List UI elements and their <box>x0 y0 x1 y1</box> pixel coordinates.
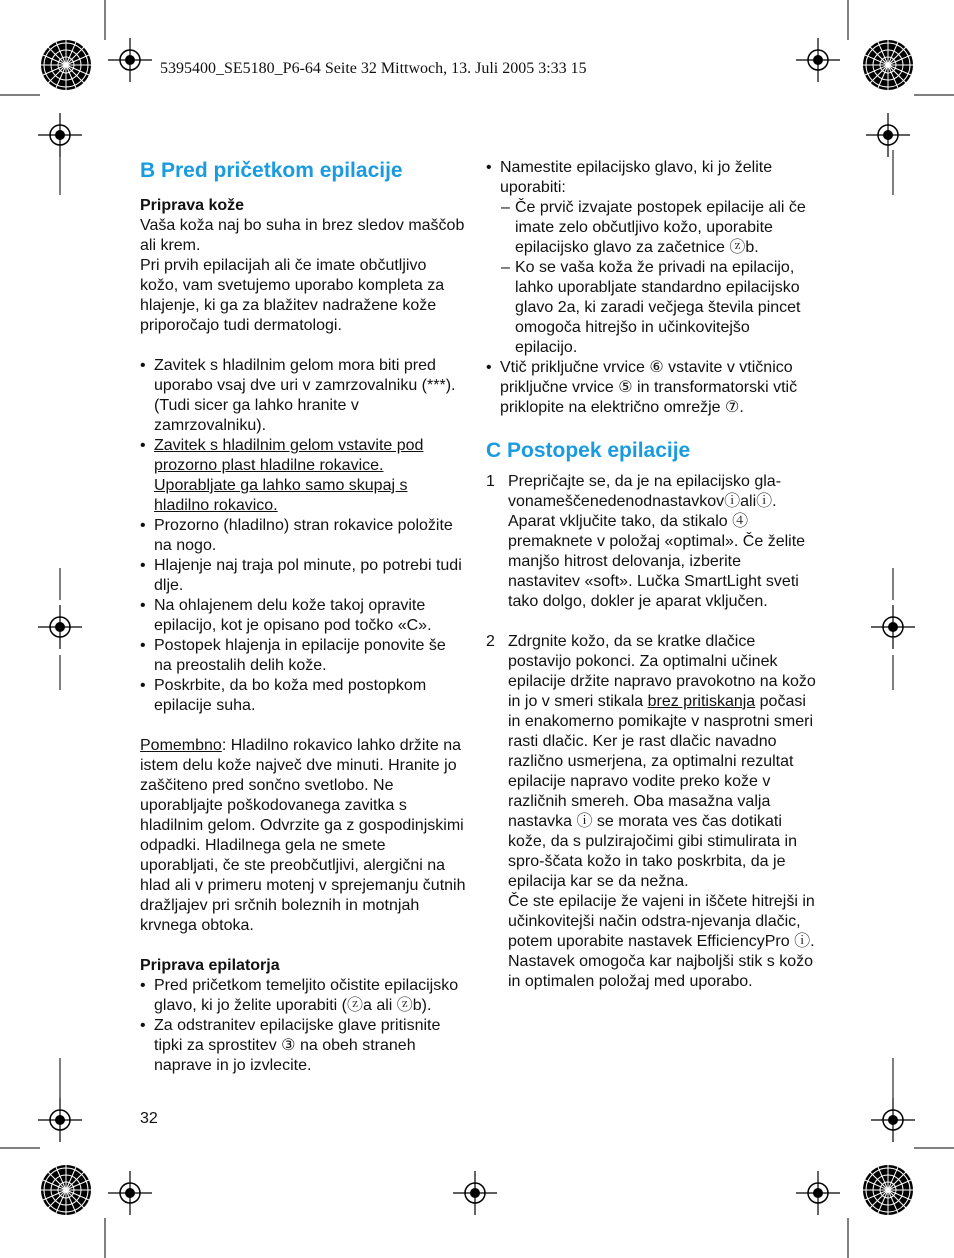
epilator-prep-title: Priprava epilatorja <box>140 957 280 974</box>
important-note <box>140 736 466 936</box>
dash-item: – Če prvič izvajate postopek epilacije ali če imate zelo občutljivo kožo, uporabite epilacijsko glavo za začetnice ⓩb. <box>486 198 816 258</box>
list-item: • Postopek hlajenja in epilacije ponovite še na preostalih delih kože. <box>140 636 466 676</box>
dash-item: – Ko se vaša koža že privadi na epilacijo, lahko uporabljate standardno epilacijsko glavo 2a, ki zaradi večjega števila pincet omogoča hitrejšo in učinkovitejšo epilacijo. <box>486 258 816 358</box>
important-label: Pomembno <box>140 737 222 754</box>
step-text: počasi in enakomerno pomikajte v nasprotni smeri rasti dlačic. Ker je rast dlačic navadno različno usmerjena, za optimalni rezultat epilacije napravo vodite preko kože v različnih smereh. Oba masažna valja nastavka ⓘ se morata ves čas dotikati kože, da s pulzirajočimi gibi stimulirata in spro-ščata kožo in tako poskrbita, da je epilacija kar se da nežna. <box>508 693 814 890</box>
section-c-heading: C Postopek epilacije <box>486 439 691 462</box>
step-number: 1 <box>486 473 495 490</box>
list-item: • Prozorno (hladilno) stran rokavice položite na nogo. <box>140 516 466 556</box>
list-item: • Na ohlajenem delu kože takoj opravite epilacijo, kot je opisano pod točko «C». <box>140 596 466 636</box>
left-column <box>140 158 466 1076</box>
step-1 <box>486 472 816 612</box>
skin-prep-title: Priprava kože <box>140 197 245 214</box>
underlined-text: Zavitek s hladilnim gelom vstavite pod prozorno plast hladilne rokavice. Uporabljate ga lahko samo skupaj s hladilno rokavico. <box>154 437 424 514</box>
right-column <box>486 158 816 992</box>
important-text: : Hladilno rokavico lahko držite na istem delu kože največ dve minuti. Hranite jo zaščiteno pred sončno svetlobo. Ne uporabljajte poškodovanega zavitka s hladilnim gelom. Odvrzite ga z gospodinjskimi odpadki. Hladilnega gela ne smete uporabljati, če ste preobčutljivi, alergični na hlad ali v primeru motenj v sprejemanju čutnih dražljajev pri srčnih boleznih in motnjah krvnega obtoka. <box>140 737 466 934</box>
step-text-continued: Če ste epilacije že vajeni in iščete hitrejši in učinkovitejši način odstra-njevanja dlačic, potem uporabite nastavek EfficiencyPro ⓘ. Nastavek omogoča kar najboljši stik s kožo in optimalen položaj med uporabo. <box>508 893 815 990</box>
skin-prep-paragraph-2: Pri prvih epilacijah ali če imate občutljivo kožo, vam svetujemo uporabo kompleta za hlajenje, ki ga za blažitev nadražene kože priporočajo tudi dermatologi. <box>140 257 445 334</box>
list-item: • Hlajenje naj traja pol minute, po potrebi tudi dlje. <box>140 556 466 596</box>
underlined-text: brez pritiskanja <box>647 693 756 710</box>
step-number: 2 <box>486 633 495 650</box>
list-item: • Namestite epilacijsko glavo, ki jo želite uporabiti: <box>486 158 816 198</box>
list-item: • Zavitek s hladilnim gelom mora biti pred uporabo vsaj dve uri v zamrzovalniku (***). (Tudi sicer ga lahko hranite v zamrzovalniku). <box>140 356 466 436</box>
step-2 <box>486 632 816 992</box>
list-item: • Vtič priključne vrvice ⑥ vstavite v vtičnico priključne vrvice ⑤ in transformatorski vtič priklopite na električno omrežje ⑦. <box>486 358 816 418</box>
epilator-prep-bullets <box>140 976 466 1076</box>
list-item: • Poskrbite, da bo koža med postopkom epilacije suha. <box>140 676 466 716</box>
step-text: Prepričajte se, da je na epilacijsko gla-vonameščenedenodnastavkovⓘaliⓘ. Aparat vključite tako, da stikalo ④ premaknete v položaj «optimal». Če želite manjšo hitrost delovanja, izberite nastavitev «soft». Lučka SmartLight sveti tako dolgo, dokler je aparat vključen. <box>508 473 806 610</box>
list-item: • Pred pričetkom temeljito očistite epilacijsko glavo, ki jo želite uporabiti (ⓩa ali ⓩb). <box>140 976 466 1016</box>
skin-prep-paragraph-1: Vaša koža naj bo suha in brez sledov maščob ali krem. <box>140 217 465 254</box>
cooling-bullets <box>140 356 466 716</box>
page-number: 32 <box>140 1110 158 1127</box>
list-item <box>140 436 466 516</box>
head-bullets <box>486 158 816 418</box>
print-header: 5395400_SE5180_P6-64 Seite 32 Mittwoch, 13. Juli 2005 3:33 15 <box>160 60 587 77</box>
step-text: Zdrgnite kožo, da se kratke dlačice postavijo pokonci. Za optimalni učinek epilacije držite napravo pravokotno na kožo in jo v smeri stikala <box>508 633 816 710</box>
list-item: • Za odstranitev epilacijske glave pritisnite tipki za sprostitev ③ na obeh straneh naprave in jo izvlecite. <box>140 1016 466 1076</box>
section-b-heading: B Pred pričetkom epilacije <box>140 159 403 182</box>
